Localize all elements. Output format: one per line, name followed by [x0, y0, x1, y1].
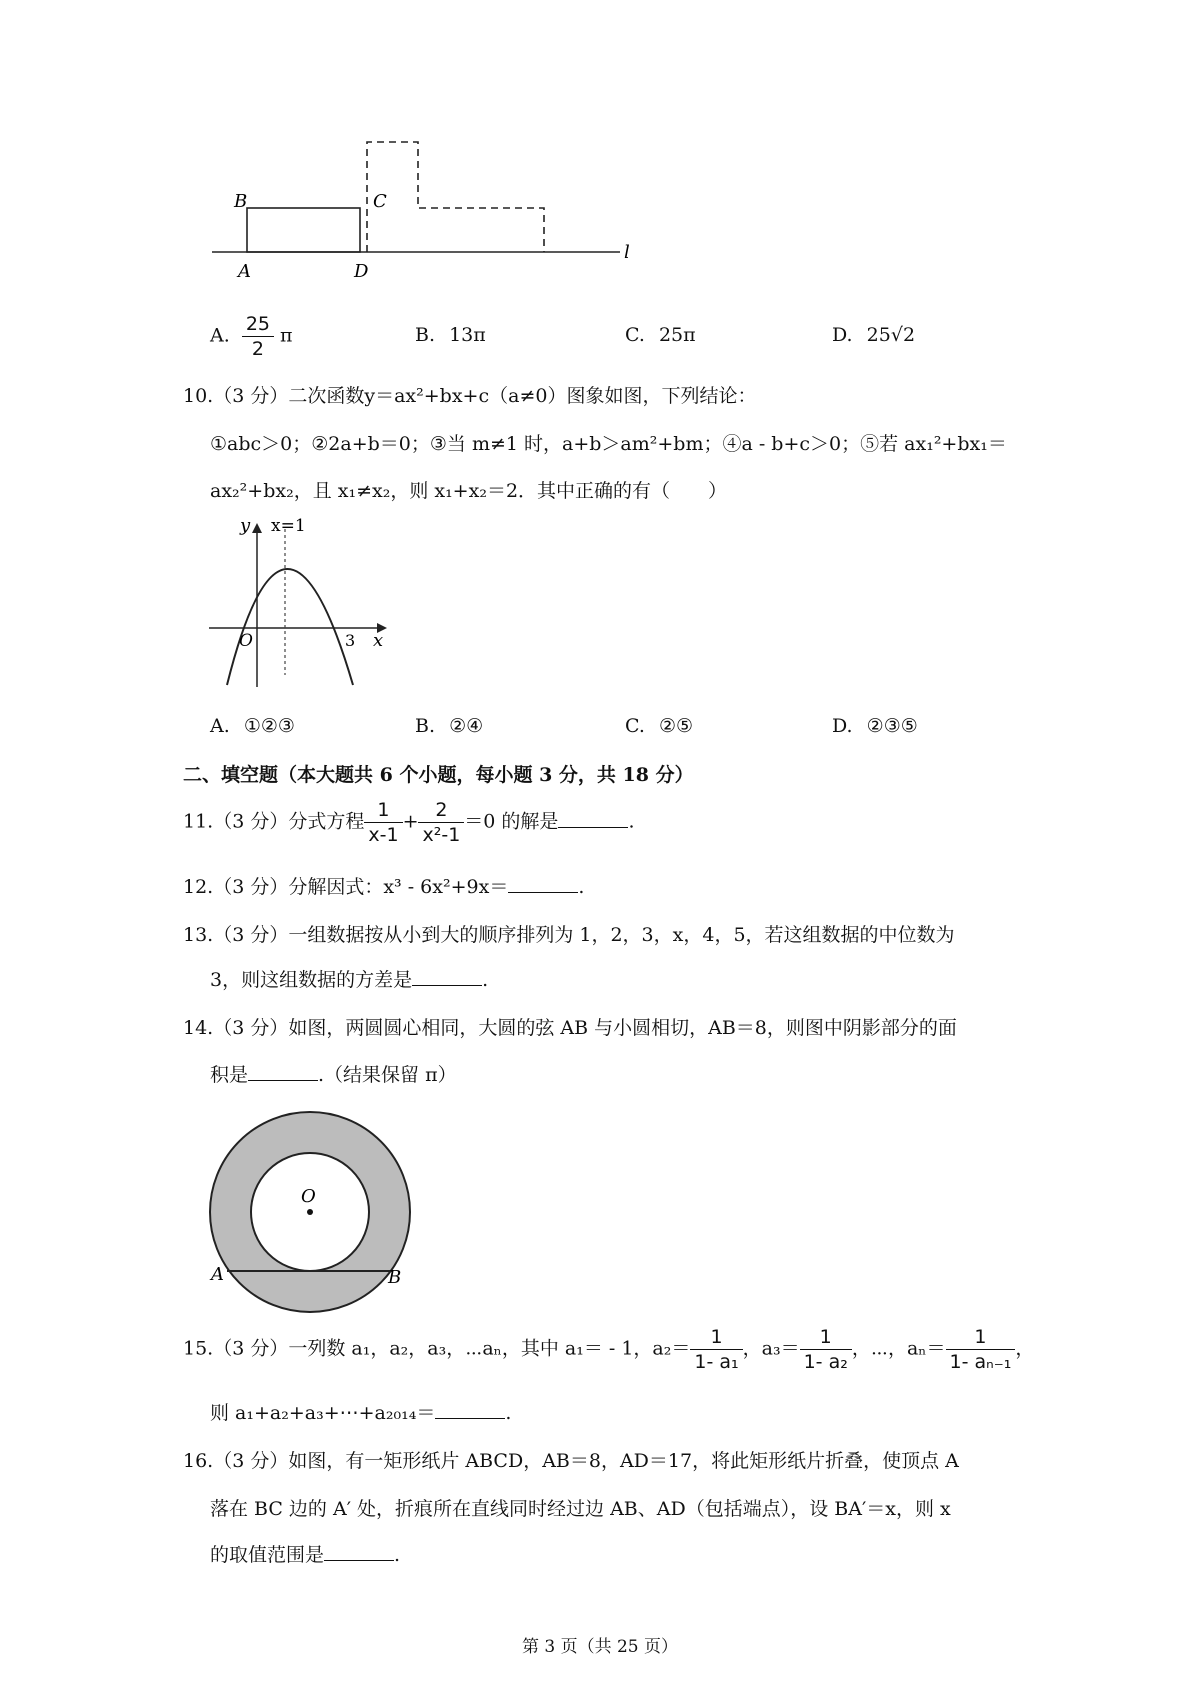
q11-prefix: 11.（3 分）分式方程	[183, 810, 365, 833]
q10-line3: ax₂²+bx₂，且 x₁≠x₂，则 x₁+x₂＝2．其中正确的有（ ）	[210, 480, 728, 502]
q13-answer-blank	[412, 967, 482, 986]
q14-answer-blank	[248, 1062, 318, 1081]
q16-line3	[210, 1542, 400, 1568]
q10-option-b	[415, 713, 483, 739]
q14-center-label: O	[301, 1186, 316, 1207]
q9-label-l: l	[624, 242, 630, 263]
q10-graph-x-label: x	[373, 630, 384, 651]
q9-option-c-text: 25π	[658, 324, 696, 346]
q11-suffix: ＝0 的解是	[464, 810, 559, 833]
q11-f1-num: 1	[364, 798, 402, 823]
page-footer: 第 3 页（共 25 页）	[521, 1637, 679, 1657]
q10-graph-origin-label: O	[239, 631, 253, 651]
q10-head: 10.（3 分）二次函数	[183, 385, 365, 407]
q15-prefix: 15.（3 分）一列数 a₁，a₂，a₃，⋯aₙ，其中 a₁＝ - 1，a₂＝	[183, 1337, 691, 1360]
q9-option-d-text: 25√2	[866, 324, 916, 346]
q14-figure	[205, 1105, 425, 1325]
q10-option-b-letter: B.	[415, 715, 436, 737]
q10-option-a	[210, 713, 295, 739]
q14-label-A: A	[211, 1264, 224, 1285]
q16-line3-text: 的取值范围是	[210, 1544, 325, 1566]
q9-option-a	[210, 312, 293, 361]
q14-line2	[210, 1062, 457, 1088]
q15-answer-blank	[435, 1400, 505, 1419]
q15-mid1: ，a₃＝	[742, 1337, 800, 1360]
q11-end: .	[628, 810, 635, 833]
q15-end: .	[505, 1402, 512, 1424]
q10-option-c-letter: C.	[625, 715, 645, 737]
q15-f2-den: 1- a₂	[803, 1351, 848, 1373]
q9-option-d-letter: D.	[832, 324, 853, 346]
q11-fraction-2	[418, 798, 464, 847]
q9-option-c	[625, 322, 696, 348]
q10-graph-xeq-label: x=1	[271, 516, 306, 536]
q10-option-d	[832, 713, 918, 739]
q9-label-A: A	[238, 261, 251, 282]
q10-equation: y＝ax²+bx+c（a≠0）图象如图，下列结论：	[364, 385, 757, 407]
q10-option-c-text: ②⑤	[658, 715, 694, 737]
q15-f3-den: 1- aₙ₋₁	[949, 1351, 1012, 1373]
q15-line1	[183, 1325, 1034, 1374]
q16-line1: 16.（3 分）如图，有一矩形纸片 ABCD，AB＝8，AD＝17，将此矩形纸片折叠，使顶点 A	[183, 1450, 959, 1472]
q9-option-a-letter: A.	[210, 324, 230, 347]
q9-option-a-fraction	[242, 312, 274, 361]
q9-option-d	[832, 322, 915, 348]
q13-line1: 13.（3 分）一组数据按从小到大的顺序排列为 1，2，3，x，4，5，若这组数据的中位数为	[183, 924, 955, 946]
q9-option-b	[415, 322, 486, 348]
q9-label-B: B	[234, 191, 248, 212]
q11-answer-blank	[558, 809, 628, 828]
q15-fraction-3	[946, 1325, 1016, 1374]
q13-end: .	[482, 969, 489, 991]
q10-option-a-text: ①②③	[243, 715, 295, 737]
q15-line2-text: 则 a₁+a₂+a₃+⋯+a₂₀₁₄＝	[210, 1402, 436, 1424]
q9-label-C: C	[373, 191, 387, 212]
q9-option-b-letter: B.	[415, 324, 436, 346]
q11	[183, 798, 634, 847]
q11-f1-den: x-1	[368, 824, 399, 846]
section-2-heading: 二、填空题（本大题共 6 个小题，每小题 3 分，共 18 分）	[183, 764, 694, 786]
q11-plus: +	[402, 810, 419, 833]
q14-line2-tail: .（结果保留 π）	[318, 1064, 457, 1086]
q10-line2: ①abc＞0；②2a+b＝0；③当 m≠1 时，a+b＞am²+bm；④a - b+c＞0；⑤若 ax₁²+bx₁＝	[210, 433, 1007, 455]
q14-line1: 14.（3 分）如图，两圆圆心相同，大圆的弦 AB 与小圆相切，AB＝8，则图中阴影部分的面	[183, 1017, 957, 1039]
q15-tail: ，	[1015, 1337, 1035, 1360]
q16-line2: 落在 BC 边的 A′ 处，折痕所在直线同时经过边 AB、AD（包括端点），设 BA′＝x，则 x	[210, 1498, 951, 1520]
q10-graph-y-label: y	[240, 515, 251, 536]
q11-f2-num: 2	[418, 798, 464, 823]
q12-text: 12.（3 分）分解因式：x³ - 6x²+9x＝	[183, 876, 509, 898]
q14-label-B: B	[388, 1267, 402, 1288]
q9-option-c-letter: C.	[625, 324, 645, 346]
q10-graph	[205, 515, 405, 695]
q15-f2-num: 1	[800, 1325, 852, 1350]
q15-fraction-1	[690, 1325, 742, 1374]
q12-end: .	[578, 876, 585, 898]
q10-option-c	[625, 713, 693, 739]
q15-mid2: ，⋯，aₙ＝	[851, 1337, 946, 1360]
q15-f3-num: 1	[946, 1325, 1016, 1350]
q15-line2	[210, 1400, 511, 1426]
q16-answer-blank	[324, 1542, 394, 1561]
q16-end: .	[394, 1544, 401, 1566]
q9-option-a-num: 25	[242, 312, 274, 337]
q9-label-D: D	[354, 261, 369, 282]
q13-line2	[210, 967, 488, 993]
q11-f2-den: x²-1	[422, 824, 461, 846]
q15-fraction-2	[800, 1325, 852, 1374]
q12-answer-blank	[508, 874, 578, 893]
q15-f1-num: 1	[690, 1325, 742, 1350]
q10-option-d-text: ②③⑤	[866, 715, 918, 737]
q9-option-a-den: 2	[251, 338, 264, 360]
q14-line2-text: 积是	[210, 1064, 249, 1086]
q12	[183, 874, 584, 900]
q10-option-a-letter: A.	[210, 715, 230, 737]
q10-line1	[183, 383, 756, 409]
q15-f1-den: 1- a₁	[694, 1351, 739, 1373]
q11-fraction-1	[364, 798, 402, 847]
q13-line2-text: 3，则这组数据的方差是	[210, 969, 413, 991]
q10-option-d-letter: D.	[832, 715, 853, 737]
q10-graph-three-label: 3	[345, 631, 356, 650]
q10-option-b-text: ②④	[449, 715, 484, 737]
q9-option-a-pi: π	[280, 324, 293, 347]
q9-figure	[200, 140, 640, 290]
q9-option-b-text: 13π	[449, 324, 486, 346]
